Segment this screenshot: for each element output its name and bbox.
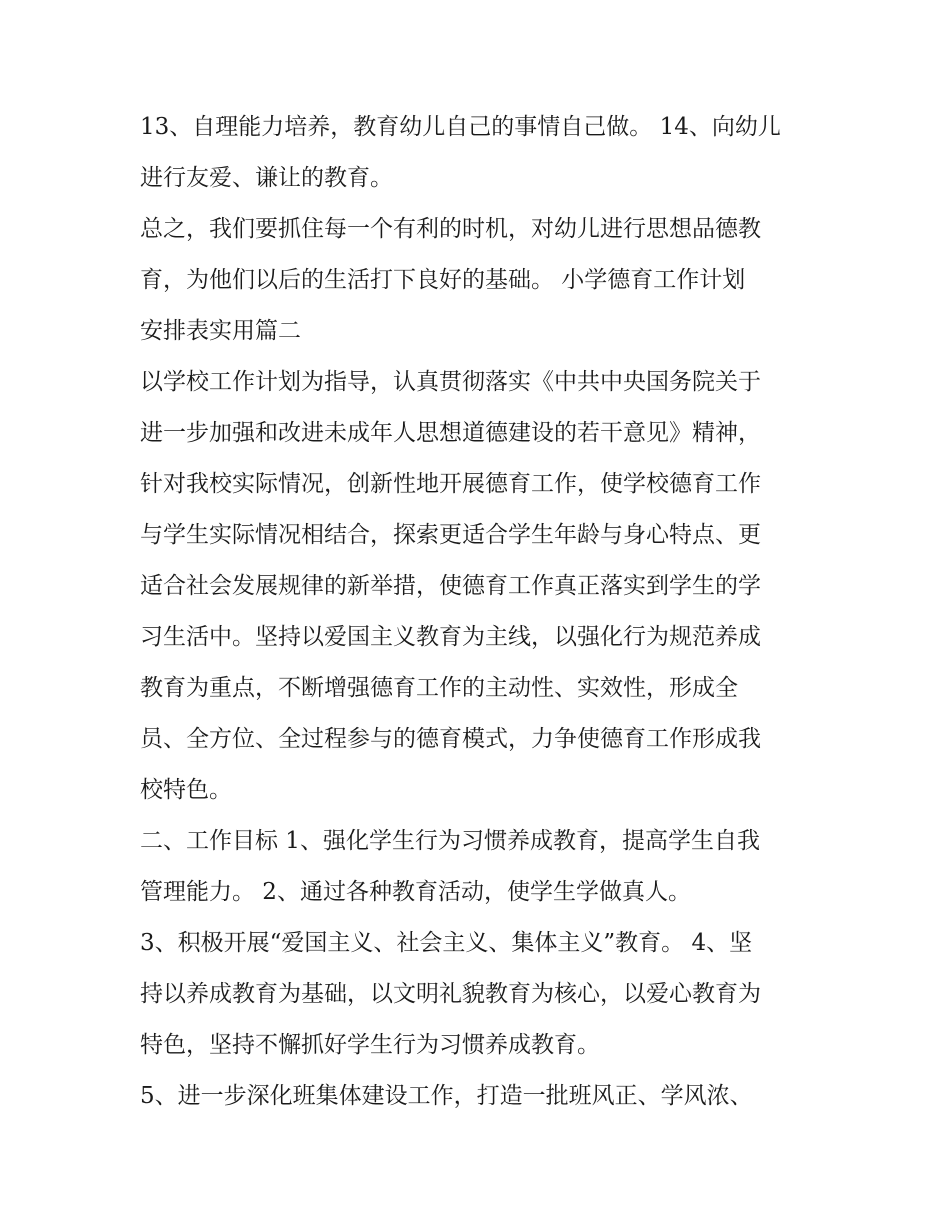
text-line: 教育为重点，不断增强德育工作的主动性、实效性，形成全 — [140, 675, 738, 701]
text-line: 5、进一步深化班集体建设工作，打造一批班风正、学风浓、 — [140, 1083, 753, 1109]
text-line: 育，为他们以后的生活打下良好的基础。 小学德育工作计划 — [140, 267, 746, 293]
text-line: 进行友爱、谦让的教育。 — [140, 165, 393, 191]
text-line: 校特色。 — [140, 777, 232, 803]
text-line: 管理能力。 2、通过各种教育活动，使学生学做真人。 — [140, 879, 691, 905]
text-line: 二、工作目标 1、强化学生行为习惯养成教育，提高学生自我 — [140, 828, 760, 854]
text-line: 3、积极开展“爱国主义、社会主义、集体主义”教育。 4、坚 — [140, 930, 753, 956]
text-line: 安排表实用篇二 — [140, 318, 301, 344]
text-line: 适合社会发展规律的新举措，使德育工作真正落实到学生的学 — [140, 573, 761, 599]
text-line: 以学校工作计划为指导，认真贯彻落实《中共中央国务院关于 — [140, 369, 761, 395]
text-line: 针对我校实际情况，创新性地开展德育工作，使学校德育工作 — [140, 471, 761, 497]
text-line: 与学生实际情况相结合，探索更适合学生年龄与身心特点、更 — [140, 522, 761, 548]
text-line: 员、全方位、全过程参与的德育模式，力争使德育工作形成我 — [140, 726, 761, 752]
text-line: 13、自理能力培养，教育幼儿自己的事情自己做。 14、向幼儿 — [140, 114, 781, 140]
text-line: 特色，坚持不懈抓好学生行为习惯养成教育。 — [140, 1032, 600, 1058]
text-line: 进一步加强和改进未成年人思想道德建设的若干意见》精神， — [140, 420, 761, 446]
text-line: 习生活中。坚持以爱国主义教育为主线，以强化行为规范养成 — [140, 624, 761, 650]
text-line: 持以养成教育为基础，以文明礼貌教育为核心，以爱心教育为 — [140, 981, 761, 1007]
text-line: 总之，我们要抓住每一个有利的时机，对幼儿进行思想品德教 — [140, 216, 761, 242]
